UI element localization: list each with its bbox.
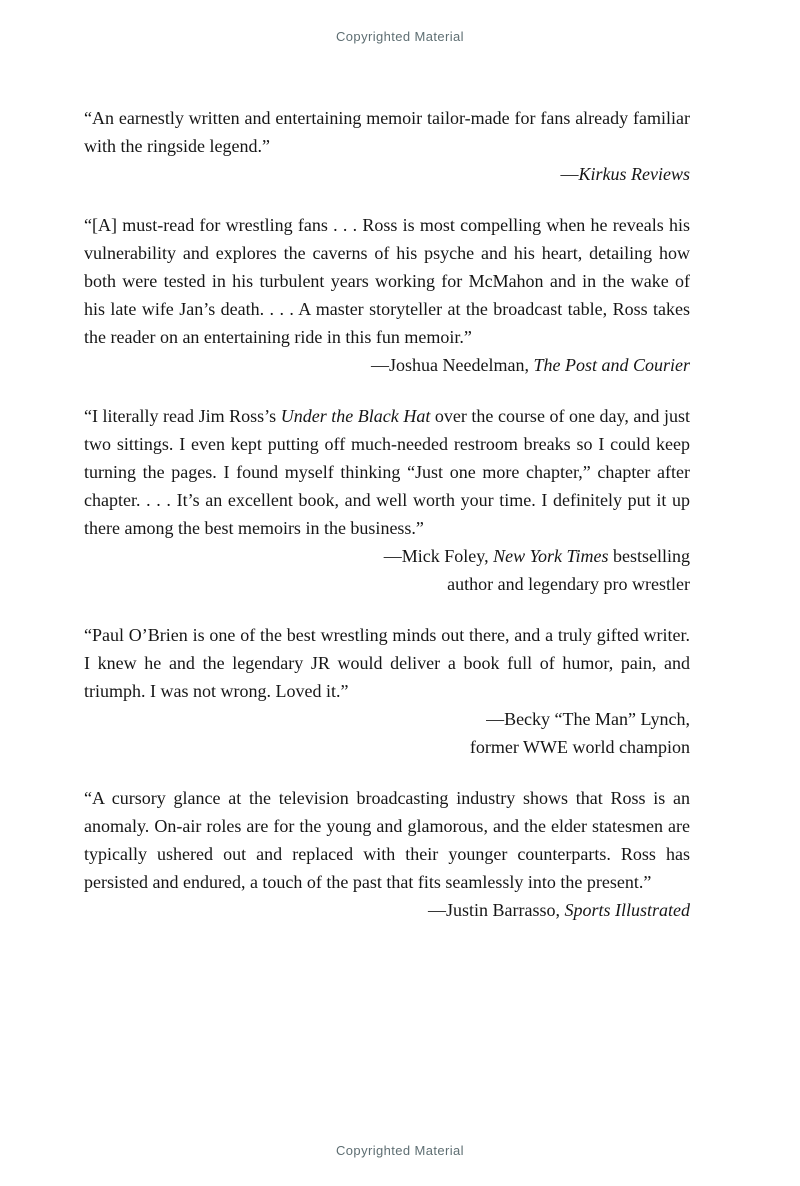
attribution-line xyxy=(84,542,690,570)
praise-content xyxy=(0,46,800,924)
publication-name: Kirkus Reviews xyxy=(578,164,690,184)
blurb-quote xyxy=(84,402,690,542)
attribution-line xyxy=(84,705,690,733)
attribution-text: —Joshua Needelman, xyxy=(371,355,534,375)
attribution-line xyxy=(84,896,690,924)
blurb-sports-illustrated xyxy=(84,784,690,924)
copyright-header xyxy=(0,28,800,46)
attribution-text: —Mick Foley, xyxy=(383,546,494,566)
quote-text: “A cursory glance at the television broadcasting industry shows that Ross is an anomaly. On-air roles are for the young and glamorous, and the elder statesmen are typically ushered out and replaced with their younger counterparts. Ross has persisted and endured, a touch of the past that fits seamlessly into the present.” xyxy=(84,788,690,892)
quote-text: “I literally read Jim Ross’s xyxy=(84,406,281,426)
blurb-quote xyxy=(84,621,690,705)
blurb-post-and-courier xyxy=(84,211,690,379)
attribution-dash: — xyxy=(560,164,579,184)
attribution-text: bestselling xyxy=(608,546,690,566)
blurb-quote xyxy=(84,211,690,351)
publication-name: The Post and Courier xyxy=(533,355,690,375)
quote-text: over the course of one day, and just two sittings. I even kept putting off much-needed restroom breaks so I could keep turning the pages. I found myself thinking “Just one more chapter,” chapter after chapter. . . . It’s an excellent book, and well worth your time. I definitely put it up there among the best memoirs in the business.” xyxy=(84,406,690,538)
publication-name: Sports Illustrated xyxy=(564,900,690,920)
publication-name: New York Times xyxy=(493,546,609,566)
book-title: Under the Black Hat xyxy=(280,406,431,426)
blurb-mick-foley xyxy=(84,402,690,598)
quote-text: “Paul O’Brien is one of the best wrestling minds out there, and a truly gifted writer. I knew he and the legendary JR would deliver a book full of humor, pain, and triumph. I was not wrong. Loved it.” xyxy=(84,625,690,701)
attribution-text: —Justin Barrasso, xyxy=(427,900,565,920)
attribution-line xyxy=(84,160,690,188)
attribution-text: author and legendary pro wrestler xyxy=(447,574,690,594)
copyright-notice-bottom: Copyrighted Material xyxy=(336,1143,464,1158)
copyright-footer xyxy=(0,1142,800,1160)
copyright-notice-top: Copyrighted Material xyxy=(336,29,464,44)
blurb-becky-lynch xyxy=(84,621,690,761)
attribution-text: —Becky “The Man” Lynch, xyxy=(486,709,690,729)
attribution-text: former WWE world champion xyxy=(469,737,690,757)
attribution-line xyxy=(84,733,690,761)
quote-text: “An earnestly written and entertaining memoir tailor-made for fans already familiar with the ringside legend.” xyxy=(84,108,690,156)
blurb-quote xyxy=(84,784,690,896)
attribution-line xyxy=(84,351,690,379)
attribution-line xyxy=(84,570,690,598)
quote-text: “[A] must-read for wrestling fans . . . Ross is most compelling when he reveals his vulnerability and explores the caverns of his psyche and his heart, detailing how both were tested in his turbulent years working for McMahon and in the wake of his late wife Jan’s death. . . . A master storyteller at the broadcast table, Ross takes the reader on an entertaining ride in this fun memoir.” xyxy=(84,215,690,347)
blurb-quote xyxy=(84,104,690,160)
blurb-kirkus xyxy=(84,104,690,188)
